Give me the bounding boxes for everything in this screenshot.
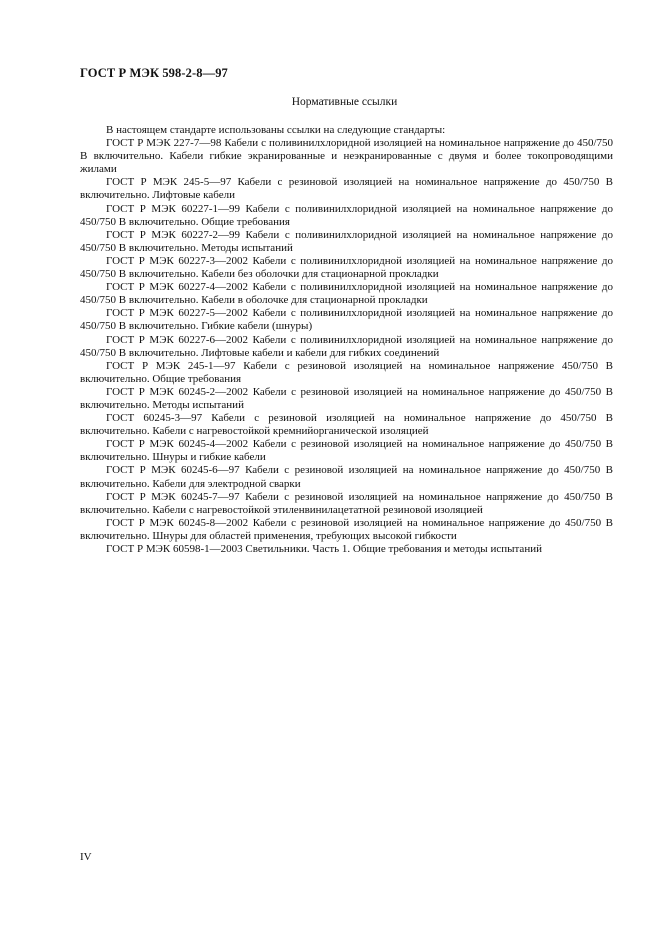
- intro-paragraph: В настоящем стандарте использованы ссылки на следующие стандарты:: [106, 124, 446, 136]
- reference-item: ГОСТ Р МЭК 60245-4—2002 Кабели с резиновой изоляцией на номинальное напряжение до 450/750 В включительно. Шнуры и гибкие кабели: [80, 438, 613, 464]
- reference-item: ГОСТ Р МЭК 227-7—98 Кабели с поливинилхлоридной изоляцией на номинальное напряжение до 450/750 В включительно. Кабели гибкие экранированные и неэкранированные с двумя и более токопроводящими жилами: [80, 137, 613, 176]
- reference-item: ГОСТ Р МЭК 60598-1—2003 Светильники. Часть 1. Общие требования и методы испытаний: [106, 543, 542, 555]
- section-title: Нормативные ссылки: [291, 96, 398, 108]
- normative-references-body: [80, 124, 613, 556]
- reference-item: ГОСТ Р МЭК 60245-7—97 Кабели с резиновой изоляцией на номинальное напряжение до 450/750 В включительно. Кабели с нагревостойкой этиленвинилацетатной резиновой изоляцией: [80, 490, 613, 516]
- reference-item: ГОСТ Р МЭК 60245-2—2002 Кабели с резиновой изоляцией на номинальное напряжение до 450/750 В включительно. Методы испытаний: [80, 385, 613, 411]
- document-header-code: ГОСТ Р МЭК 598-2-8—97: [80, 66, 228, 80]
- reference-item: ГОСТ Р МЭК 60245-8—2002 Кабели с резиновой изоляцией на номинальное напряжение до 450/750 В включительно. Шнуры для областей применения, требующих высокой гибкости: [80, 516, 613, 542]
- reference-item: ГОСТ Р МЭК 245-5—97 Кабели с резиновой изоляцией на номинальное напряжение до 450/750 В включительно. Лифтовые кабели: [80, 176, 613, 202]
- reference-item: ГОСТ Р МЭК 60227-5—2002 Кабели с поливинилхлоридной изоляцией на номинальное напряжение до 450/750 В включительно. Гибкие кабели (шнуры): [80, 307, 613, 333]
- reference-item: ГОСТ Р МЭК 60227-2—99 Кабели с поливинилхлоридной изоляцией на номинальное напряжение до 450/750 В включительно. Методы испытаний: [80, 228, 613, 254]
- reference-item: ГОСТ Р МЭК 60227-1—99 Кабели с поливинилхлоридной изоляцией на номинальное напряжение до 450/750 В включительно. Общие требования: [80, 202, 613, 228]
- reference-item: ГОСТ Р МЭК 60227-3—2002 Кабели с поливинилхлоридной изоляцией на номинальное напряжение до 450/750 В включительно. Кабели без оболочки для стационарной прокладки: [80, 254, 613, 281]
- reference-item: ГОСТ 60245-3—97 Кабели с резиновой изоляцией на номинальное напряжение до 450/750 В включительно. Кабели с нагревостойкой кремнийорганической изоляцией: [80, 412, 613, 438]
- reference-item: ГОСТ Р МЭК 60227-4—2002 Кабели с поливинилхлоридной изоляцией на номинальное напряжение до 450/750 В включительно. Кабели в оболочке для стационарной прокладки: [80, 281, 613, 307]
- page-number: IV: [80, 851, 92, 863]
- reference-item: ГОСТ Р МЭК 245-1—97 Кабели с резиновой изоляцией на номинальное напряжение 450/750 В включительно. Общие требования: [80, 359, 613, 385]
- reference-item: ГОСТ Р МЭК 60227-6—2002 Кабели с поливинилхлоридной изоляцией на номинальное напряжение до 450/750 В включительно. Лифтовые кабели и кабели для гибких соединений: [80, 333, 613, 359]
- reference-item: ГОСТ Р МЭК 60245-6—97 Кабели с резиновой изоляцией на номинальное напряжение до 450/750 В включительно. Кабели для электродной сварки: [80, 464, 613, 490]
